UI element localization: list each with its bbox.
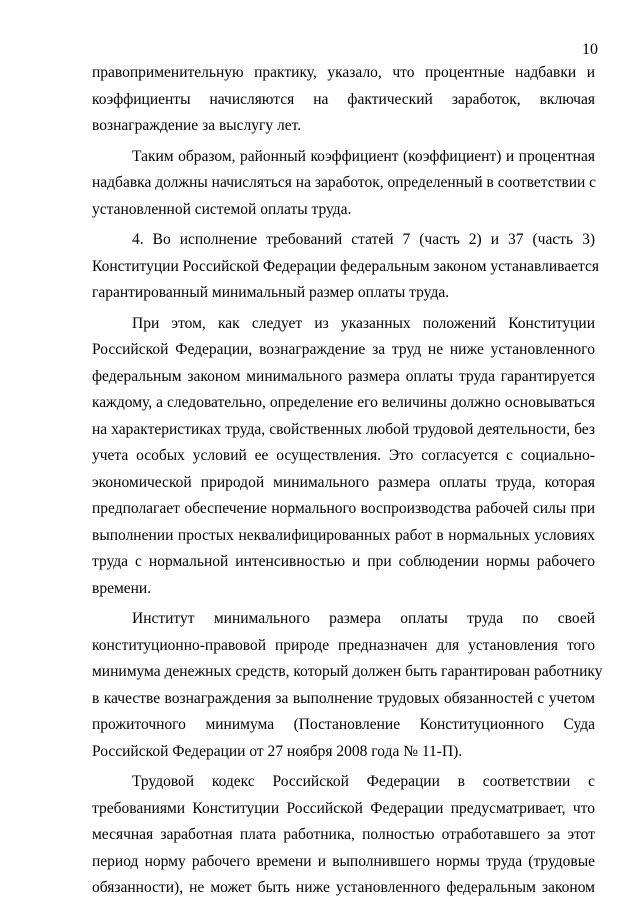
text-line: труда с нормальной интенсивностью и при соблюдении нормы рабочего (92, 553, 595, 570)
paragraph (92, 311, 595, 603)
text-line: минимума денежных средств, который должен быть гарантирован работнику (92, 663, 603, 680)
text-line: времени. (92, 579, 152, 597)
text-line: Российской Федерации от 27 ноября 2008 года № 11-П). (92, 742, 463, 760)
text-line: коэффициенты начисляются на фактический заработок, включая (92, 90, 595, 108)
text-line: Российской Федерации, вознаграждение за труд не ниже установленного (92, 341, 595, 358)
text-line: экономической природой минимального размера оплаты труда, которая (92, 473, 595, 491)
text-line: выполнении простых неквалифицированных работ в нормальных условиях (92, 526, 595, 544)
text-line: правоприменительную практику, указало, что процентные надбавки и (92, 64, 595, 81)
text-line: предполагает обеспечение нормального воспроизводства рабочей силы при (92, 500, 595, 517)
paragraph (92, 227, 599, 307)
text-line: Таким образом, районный коэффициент (коэффициент) и процентная (132, 147, 595, 165)
text-line: требованиями Конституции Российской Федерации предусматривает, что (92, 799, 595, 817)
text-line: прожиточного минимума (Постановление Конституционного Суда (92, 716, 595, 733)
text-line: конституционно-правовой природе предназначен для установления того (92, 636, 595, 654)
text-line: на характеристиках труда, свойственных любой трудовой деятельности, без (92, 420, 595, 438)
paragraph (92, 60, 595, 140)
text-line: установленной системой оплаты труда. (92, 200, 352, 218)
text-line: Трудовой кодекс Российской Федерации в соответствии с (132, 773, 595, 790)
text-line: гарантированный минимальный размер оплаты труда. (92, 284, 450, 301)
text-line: каждому, а следовательно, определение его величины должно основываться (92, 394, 595, 411)
text-line: учета особых условий ее осуществления. Это согласуется с социально- (92, 447, 595, 464)
text-line: федеральным законом минимального размера оплаты труда гарантируется (92, 367, 595, 385)
text-line: в качестве вознаграждения за выполнение трудовых обязанностей с учетом (92, 689, 595, 707)
body-text (92, 60, 603, 902)
text-line: надбавка должны начисляться на заработок, определенный в соответствии с (92, 174, 597, 191)
text-line: Конституции Российской Федерации федеральным законом устанавливается (92, 257, 599, 275)
text-line: период норму рабочего времени и выполнившего нормы труда (трудовые (92, 852, 595, 870)
paragraph (92, 606, 603, 765)
text-line: обязанности), не может быть ниже установленного федеральным законом (92, 879, 595, 896)
text-line: При этом, как следует из указанных положений Конституции (132, 314, 595, 332)
paragraph (92, 144, 595, 224)
text-line: месячная заработная плата работника, полностью отработавшего за этот (92, 826, 595, 843)
page-number: 10 (582, 41, 598, 58)
paragraph (92, 769, 595, 902)
text-line: вознаграждение за выслугу лет. (92, 117, 302, 134)
text-line: Институт минимального размера оплаты труда по своей (132, 610, 595, 627)
text-line: 4. Во исполнение требований статей 7 (часть 2) и 37 (часть 3) (132, 231, 595, 248)
